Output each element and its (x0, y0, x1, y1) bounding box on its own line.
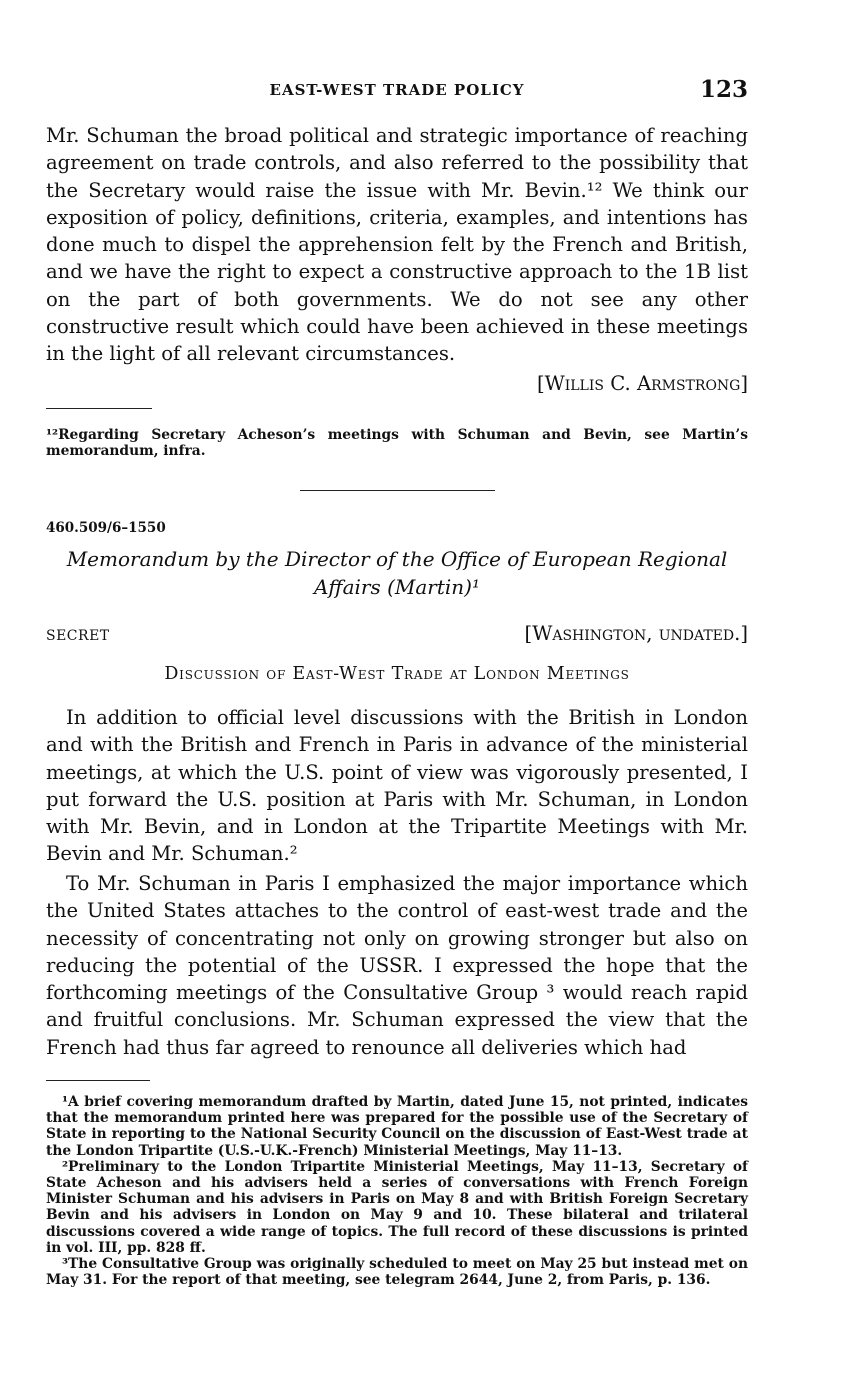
paragraph-1: In addition to official level discussions with the British in London and with the British and French in Paris in advance of the ministerial meetings, at which the U.S. point of view was vigorously presented, I put forward the U.S. position at Paris with Mr. Schuman, in London with Mr. Bevin, and in London at the Tripartite Meetings with Mr. Bevin and Mr. Schuman.² (46, 706, 748, 866)
section-divider (300, 490, 495, 491)
running-head (46, 78, 748, 104)
footnote-12: ¹²Regarding Secretary Acheson’s meetings with Schuman and Bevin, see Martin’s memorandum, infra. (46, 427, 748, 460)
place-date: [Washington, undated.] (524, 622, 748, 645)
footnote-rule (46, 408, 152, 409)
footnote-2: ²Preliminary to the London Tripartite Ministerial Meetings, May 11–13, Secretary of State Acheson and his advisers held a series of conversations with French Foreign Minister Schuman and his advisers in Paris on May 8 and with British Foreign Secretary Bevin and his advisers in London on May 9 and 10. These bilateral and trilateral discussions covered a wide range of topics. The full record of these discussions is printed in vol. III, pp. 828 ff. (46, 1158, 748, 1256)
footnotes (46, 1094, 748, 1288)
continued-paragraph: Mr. Schuman the broad political and strategic importance of reaching agreement on trade controls, and also referred to the possibility that the Secretary would raise the issue with Mr. Bevin.¹² We think our exposition of policy, definitions, criteria, examples, and intentions has done much to dispel the apprehension felt by the French and British, and we have the right to expect a constructive approach to the 1B list on the part of both governments. We do not see any other constructive result which could have been achieved in these meetings in the light of all relevant circumstances. (46, 124, 748, 366)
running-title: EAST-WEST TRADE POLICY (269, 81, 525, 99)
footnote-3: ³The Consultative Group was originally scheduled to meet on May 25 but instead met on May 31. For the report of that meeting, see telegram 2644, June 2, from Paris, p. 136. (46, 1256, 748, 1289)
signature: [Willis C. Armstrong] (536, 372, 748, 395)
section-heading: Discussion of East-West Trade at London Meetings (164, 664, 630, 684)
footnote-rule-bottom (46, 1080, 150, 1081)
paragraph-2: To Mr. Schuman in Paris I emphasized the major importance which the United States attaches to the control of east-west trade and the necessity of concentrating not only on growing stronger but also on reducing the potential of the USSR. I expressed the hope that the forthcoming meetings of the Consultative Group ³ would reach rapid and fruitful conclusions. Mr. Schuman expressed the view that the French had thus far agreed to renounce all deliveries which had (46, 872, 748, 1059)
memo-title: Memorandum by the Director of the Office of European Regional Affairs (Martin)¹ (66, 547, 728, 599)
file-number: 460.509/6–1550 (46, 520, 166, 536)
footnote-1: ¹A brief covering memorandum drafted by Martin, dated June 15, not printed, indicates that the memorandum printed here was prepared for the possible use of the Secretary of State in reporting to the National Security Council on the discussion of East-West trade at the London Tripartite (U.S.-U.K.-French) Ministerial Meetings, May 11–13. (46, 1094, 748, 1159)
classification-label: SECRET (46, 628, 110, 644)
page-number: 123 (699, 76, 748, 103)
